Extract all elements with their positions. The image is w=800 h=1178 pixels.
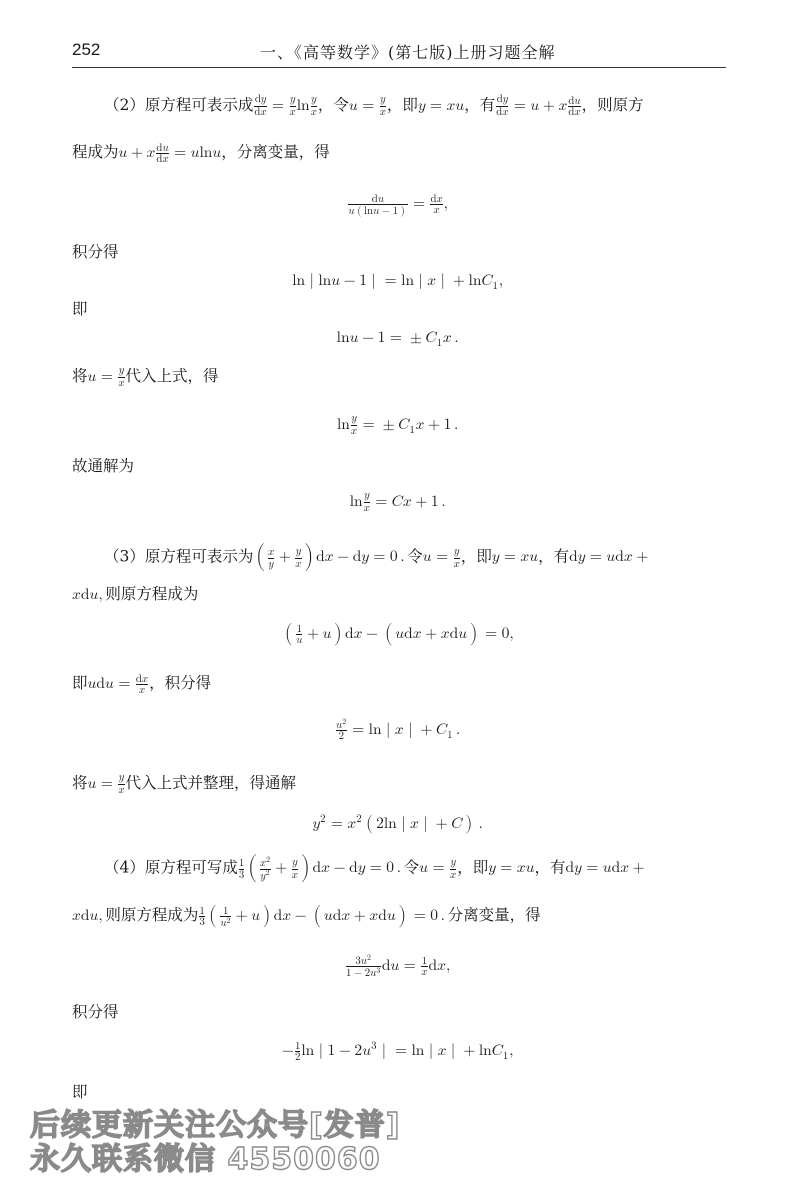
text-ie-2: 即 xyxy=(72,1083,88,1101)
text-general: 故通解为 xyxy=(72,457,135,475)
watermark-line1: 后续更新关注公众号[发普] xyxy=(30,1108,401,1143)
eq-p3-integral: 𝑢 2 2 = ln | x | + C 1 . xyxy=(336,718,461,743)
p3-line1: （3）原方程可表示为 ( x 𝑦 + y 𝑥 ) d x − d y = 0 . 令 u = y 𝑥 ，即 y = x u ，有 d y = u d x + xyxy=(104,544,649,570)
eq-general-2: ln y 𝑥 = C x + 1 . xyxy=(349,490,446,515)
p4-line1: （4）原方程可写成 1 3 ( x 2 𝑦 2 + y 𝑥 ) d x − d y = 0 . 令 u = y 𝑥 ，即 y = x u ，有 d y = u d x + xyxy=(104,855,645,882)
watermark-line2: 永久联系微信 4550060 xyxy=(30,1142,381,1177)
p3-line3: 即 u d u = d x 𝑥 ，积分得 xyxy=(72,673,212,697)
page-number: 252 xyxy=(72,40,101,59)
eq-substituted: ln y 𝑥 = ± C 1 x + 1 . xyxy=(336,413,459,438)
text-integrate-2: 积分得 xyxy=(72,1003,119,1021)
text-ie: 即 xyxy=(72,300,88,318)
eq-ie: ln u − 1 = ± C 1 x . xyxy=(336,331,459,349)
header-rule xyxy=(72,67,726,68)
text-substitute: 将 u = y 𝑥 代入上式，得 xyxy=(72,365,219,390)
p3-line4: 将 u = y 𝑥 代入上式并整理，得通解 xyxy=(72,772,297,797)
eq-separated: d u 𝑢 ( ln u − 1 ) = d x 𝑥 , xyxy=(348,193,448,218)
eq-p4-separated: 3 u 2 1 − 2 u 3 d u = 1 𝑥 d x , xyxy=(346,954,451,980)
p3-line2: 𝑥 d u , 则原方程成为 xyxy=(72,585,199,603)
p2-line1: （2）原方程可表示成 d y d x = y 𝑥 ln y 𝑥 ，令 u = y 𝑥 ，即 y = x u ，有 d y d x = u + x d u d x ，则原方 xyxy=(104,94,644,119)
p2-line2: 程成为 u + x d u d x = u ln u ，分离变量，得 xyxy=(72,142,330,166)
eq-p3-transformed: ( 1 𝑢 + u ) d x − ( u d x + x d u ) = 0 , xyxy=(281,623,514,647)
eq-general-3: 𝑦 2 = x 2 ( 2 ln | x | + C ) . xyxy=(312,814,483,832)
p4-line2: 𝑥 d u , 则原方程成为 1 3 ( 1 𝑢 2 + u ) d x − ( u d x + x d u ) = 0 . 分离变量，得 xyxy=(72,905,541,930)
text-integrate: 积分得 xyxy=(72,243,119,261)
eq-integral-1: ln | ln u − 1 | = ln | x | + ln C 1 , xyxy=(292,274,504,292)
running-title: 一、《高等数学》(第七版)上册习题全解 xyxy=(260,43,556,62)
eq-p4-integral: − 1 2 ln | 1 − 2 u 3 | = ln | x | + ln C 1 , xyxy=(281,1040,514,1064)
